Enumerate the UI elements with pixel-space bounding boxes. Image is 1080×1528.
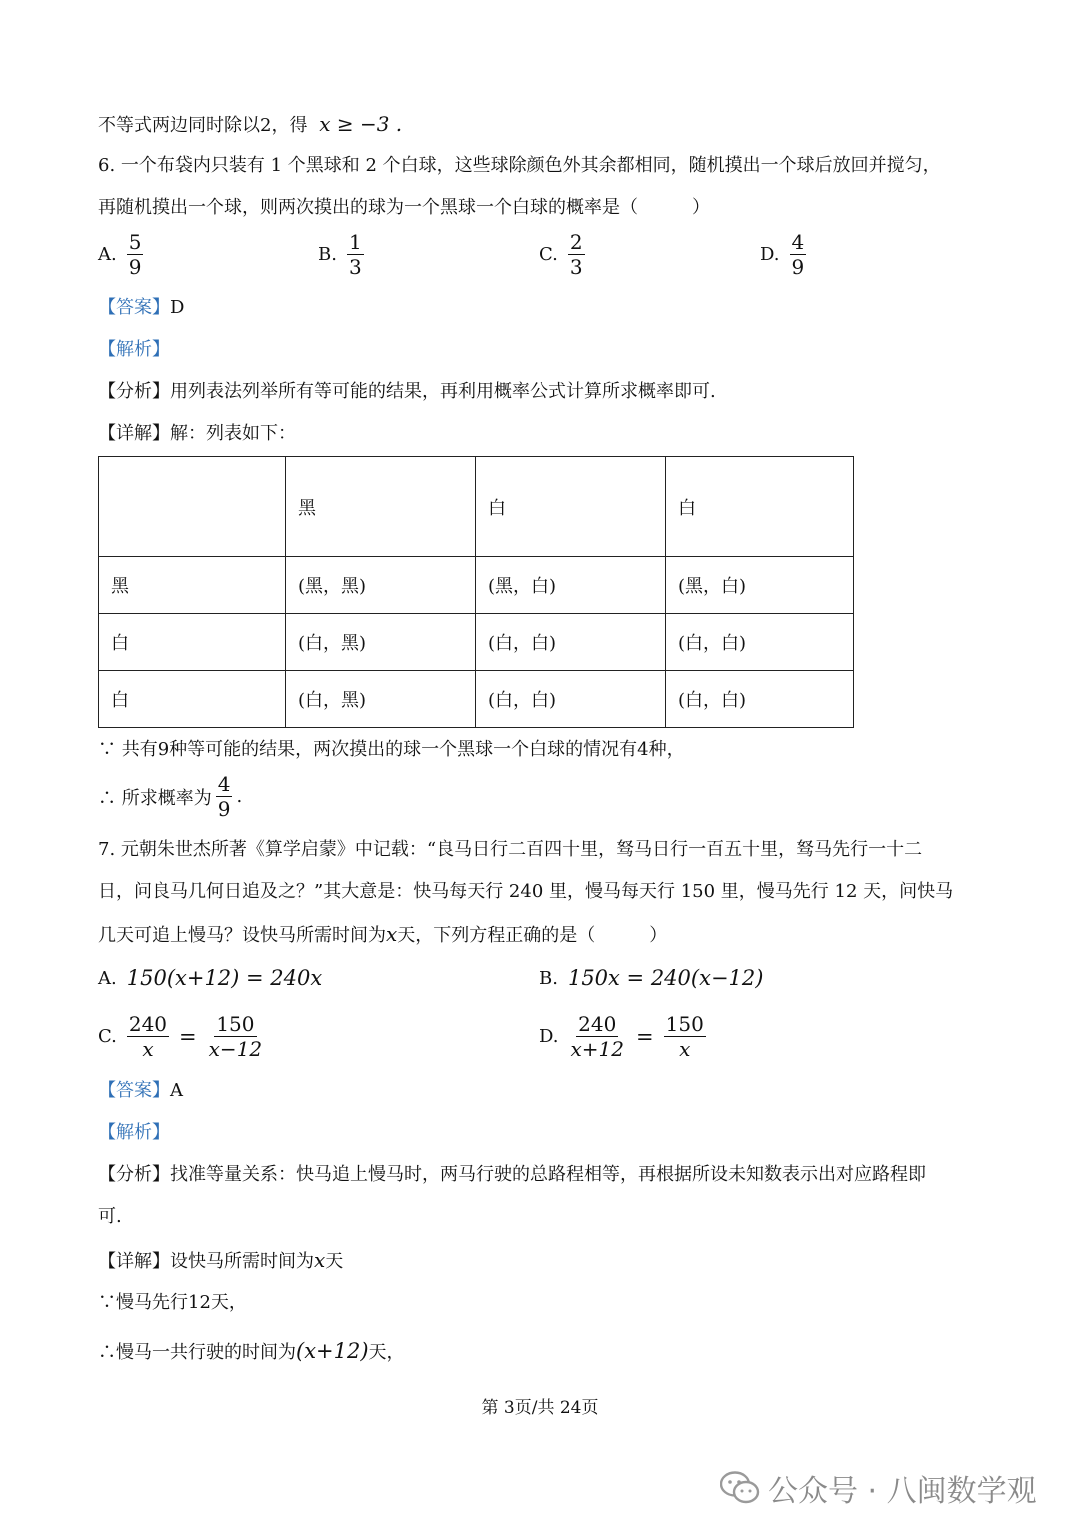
equals-sign: = (636, 1024, 654, 1049)
answer-tag: 【答案】 (98, 1080, 170, 1101)
intro-expr: x ≥ −3 . (319, 112, 403, 136)
option-label: A. (98, 244, 117, 265)
q6-analysis-tag: 【解析】 (98, 339, 170, 360)
option-equation: 150x = 240(x−12) (567, 966, 764, 990)
q7-option-a (98, 966, 322, 990)
outcome-table (98, 456, 854, 728)
result-fraction: $\frac{4}{9}$ (217, 772, 231, 821)
option-fraction: $\frac{1}{3}$ (348, 230, 362, 279)
stem-variable: x (386, 922, 398, 946)
intro-text: 不等式两边同时除以2，得 (98, 115, 308, 136)
q6-stem-line2: 再随机摸出一个球，则两次摸出的球为一个黑球一个白球的概率是（ ） (98, 197, 710, 218)
table-row (99, 614, 854, 671)
option-fraction: $\frac{240}{x}$ (128, 1012, 168, 1061)
table-cell: (黑，白) (666, 557, 854, 614)
option-label: B. (318, 244, 337, 265)
option-label: C. (539, 244, 558, 265)
q7-answer (98, 1079, 183, 1103)
q7-option-b (539, 966, 763, 990)
table-cell: (白，黑) (286, 671, 476, 728)
option-label: A. (98, 967, 117, 989)
watermark (720, 1466, 1037, 1510)
therefore-text: 天， (368, 1342, 405, 1363)
therefore-text: ∴慢马一共行驶的时间为 (98, 1342, 296, 1363)
option-label: C. (98, 1026, 117, 1047)
table-cell: 黑 (99, 557, 286, 614)
wechat-icon (720, 1471, 760, 1505)
xj-text: 天 (325, 1251, 344, 1272)
option-fraction: $\frac{150}{x}$ (665, 1012, 704, 1061)
q6-option-c (539, 232, 585, 277)
q7-fenxi-line2: 可. (98, 1206, 122, 1227)
period: . (236, 786, 243, 807)
q6-because: ∵ 共有9种等可能的结果，两次摸出的球一个黑球一个白球的情况有4种， (98, 739, 685, 760)
table-header-row (99, 457, 854, 557)
stem-text: 几天可追上慢马？设快马所需时间为 (98, 925, 386, 946)
equals-sign: = (179, 1024, 197, 1049)
table-cell: (白，黑) (286, 614, 476, 671)
q7-stem-line1: 7. 元朝朱世杰所著《算学启蒙》中记载：“良马日行二百四十里，驽马日行一百五十里，驽马先行一十二 (98, 839, 923, 860)
option-fraction: $\frac{150}{x-12}$ (208, 1012, 263, 1061)
table-cell: 黑 (286, 457, 476, 557)
option-fraction: $\frac{240}{x+12}$ (570, 1012, 625, 1061)
q7-therefore (98, 1339, 405, 1365)
q6-fenxi: 【分析】用列表法列举所有等可能的结果，再利用概率公式计算所求概率即可. (98, 381, 716, 402)
option-fraction: $\frac{5}{9}$ (128, 230, 142, 279)
xj-variable: x (314, 1248, 326, 1272)
table-cell: 白 (99, 671, 286, 728)
q6-stem-line1: 6. 一个布袋内只装有 1 个黑球和 2 个白球，这些球除颜色外其余都相同，随机摸出一个球后放回并搅匀， (98, 155, 941, 176)
table-cell (99, 457, 286, 557)
q7-fenxi-line1: 【分析】找准等量关系：快马追上慢马时，两马行驶的总路程相等，再根据所设未知数表示出对应路程即 (98, 1164, 926, 1185)
q6-option-a (98, 232, 143, 277)
table-cell: (白，白) (666, 614, 854, 671)
answer-value: A (170, 1080, 183, 1101)
table-cell: (黑，白) (476, 557, 666, 614)
table-cell: (白，白) (476, 614, 666, 671)
option-label: D. (539, 1026, 559, 1047)
option-fraction: $\frac{4}{9}$ (791, 230, 805, 279)
q6-therefore (98, 774, 242, 819)
option-fraction: $\frac{2}{3}$ (569, 230, 583, 279)
q6-answer (98, 296, 184, 320)
page-footer: 第 3页/共 24页 (481, 1398, 599, 1418)
option-equation: 150(x+12) = 240x (126, 966, 323, 990)
answer-value: D (170, 297, 185, 318)
table-cell: 白 (99, 614, 286, 671)
table-cell: (黑，黑) (286, 557, 476, 614)
q6-option-d (760, 232, 806, 277)
option-label: B. (539, 967, 558, 989)
q7-stem-line2: 日，问良马几何日追及之？”其大意是：快马每天行 240 里，慢马每天行 150 里，慢马先行 12 天，问快马 (98, 881, 954, 902)
q7-option-c (98, 1014, 264, 1059)
table-cell: 白 (666, 457, 854, 557)
q7-xiangjie (98, 1248, 343, 1274)
table-row (99, 671, 854, 728)
q7-option-d (539, 1014, 706, 1059)
option-label: D. (760, 244, 780, 265)
intro-line (98, 112, 402, 138)
q6-xiangjie: 【详解】解：列表如下： (98, 423, 296, 444)
answer-tag: 【答案】 (98, 297, 170, 318)
table-row (99, 557, 854, 614)
table-cell: (白，白) (666, 671, 854, 728)
q6-option-b (318, 232, 364, 277)
table-cell: 白 (476, 457, 666, 557)
therefore-expr: (x+12) (296, 1339, 369, 1363)
q7-because: ∵慢马先行12天， (98, 1292, 247, 1313)
q7-stem-line3 (98, 922, 667, 948)
q7-analysis-tag: 【解析】 (98, 1122, 170, 1143)
watermark-text: 公众号 · 八闽数学观 (768, 1474, 1037, 1509)
xj-text: 【详解】设快马所需时间为 (98, 1251, 314, 1272)
stem-text: 天，下列方程正确的是（ ） (397, 925, 668, 946)
therefore-text: ∴ 所求概率为 (98, 787, 212, 809)
table-cell: (白，白) (476, 671, 666, 728)
